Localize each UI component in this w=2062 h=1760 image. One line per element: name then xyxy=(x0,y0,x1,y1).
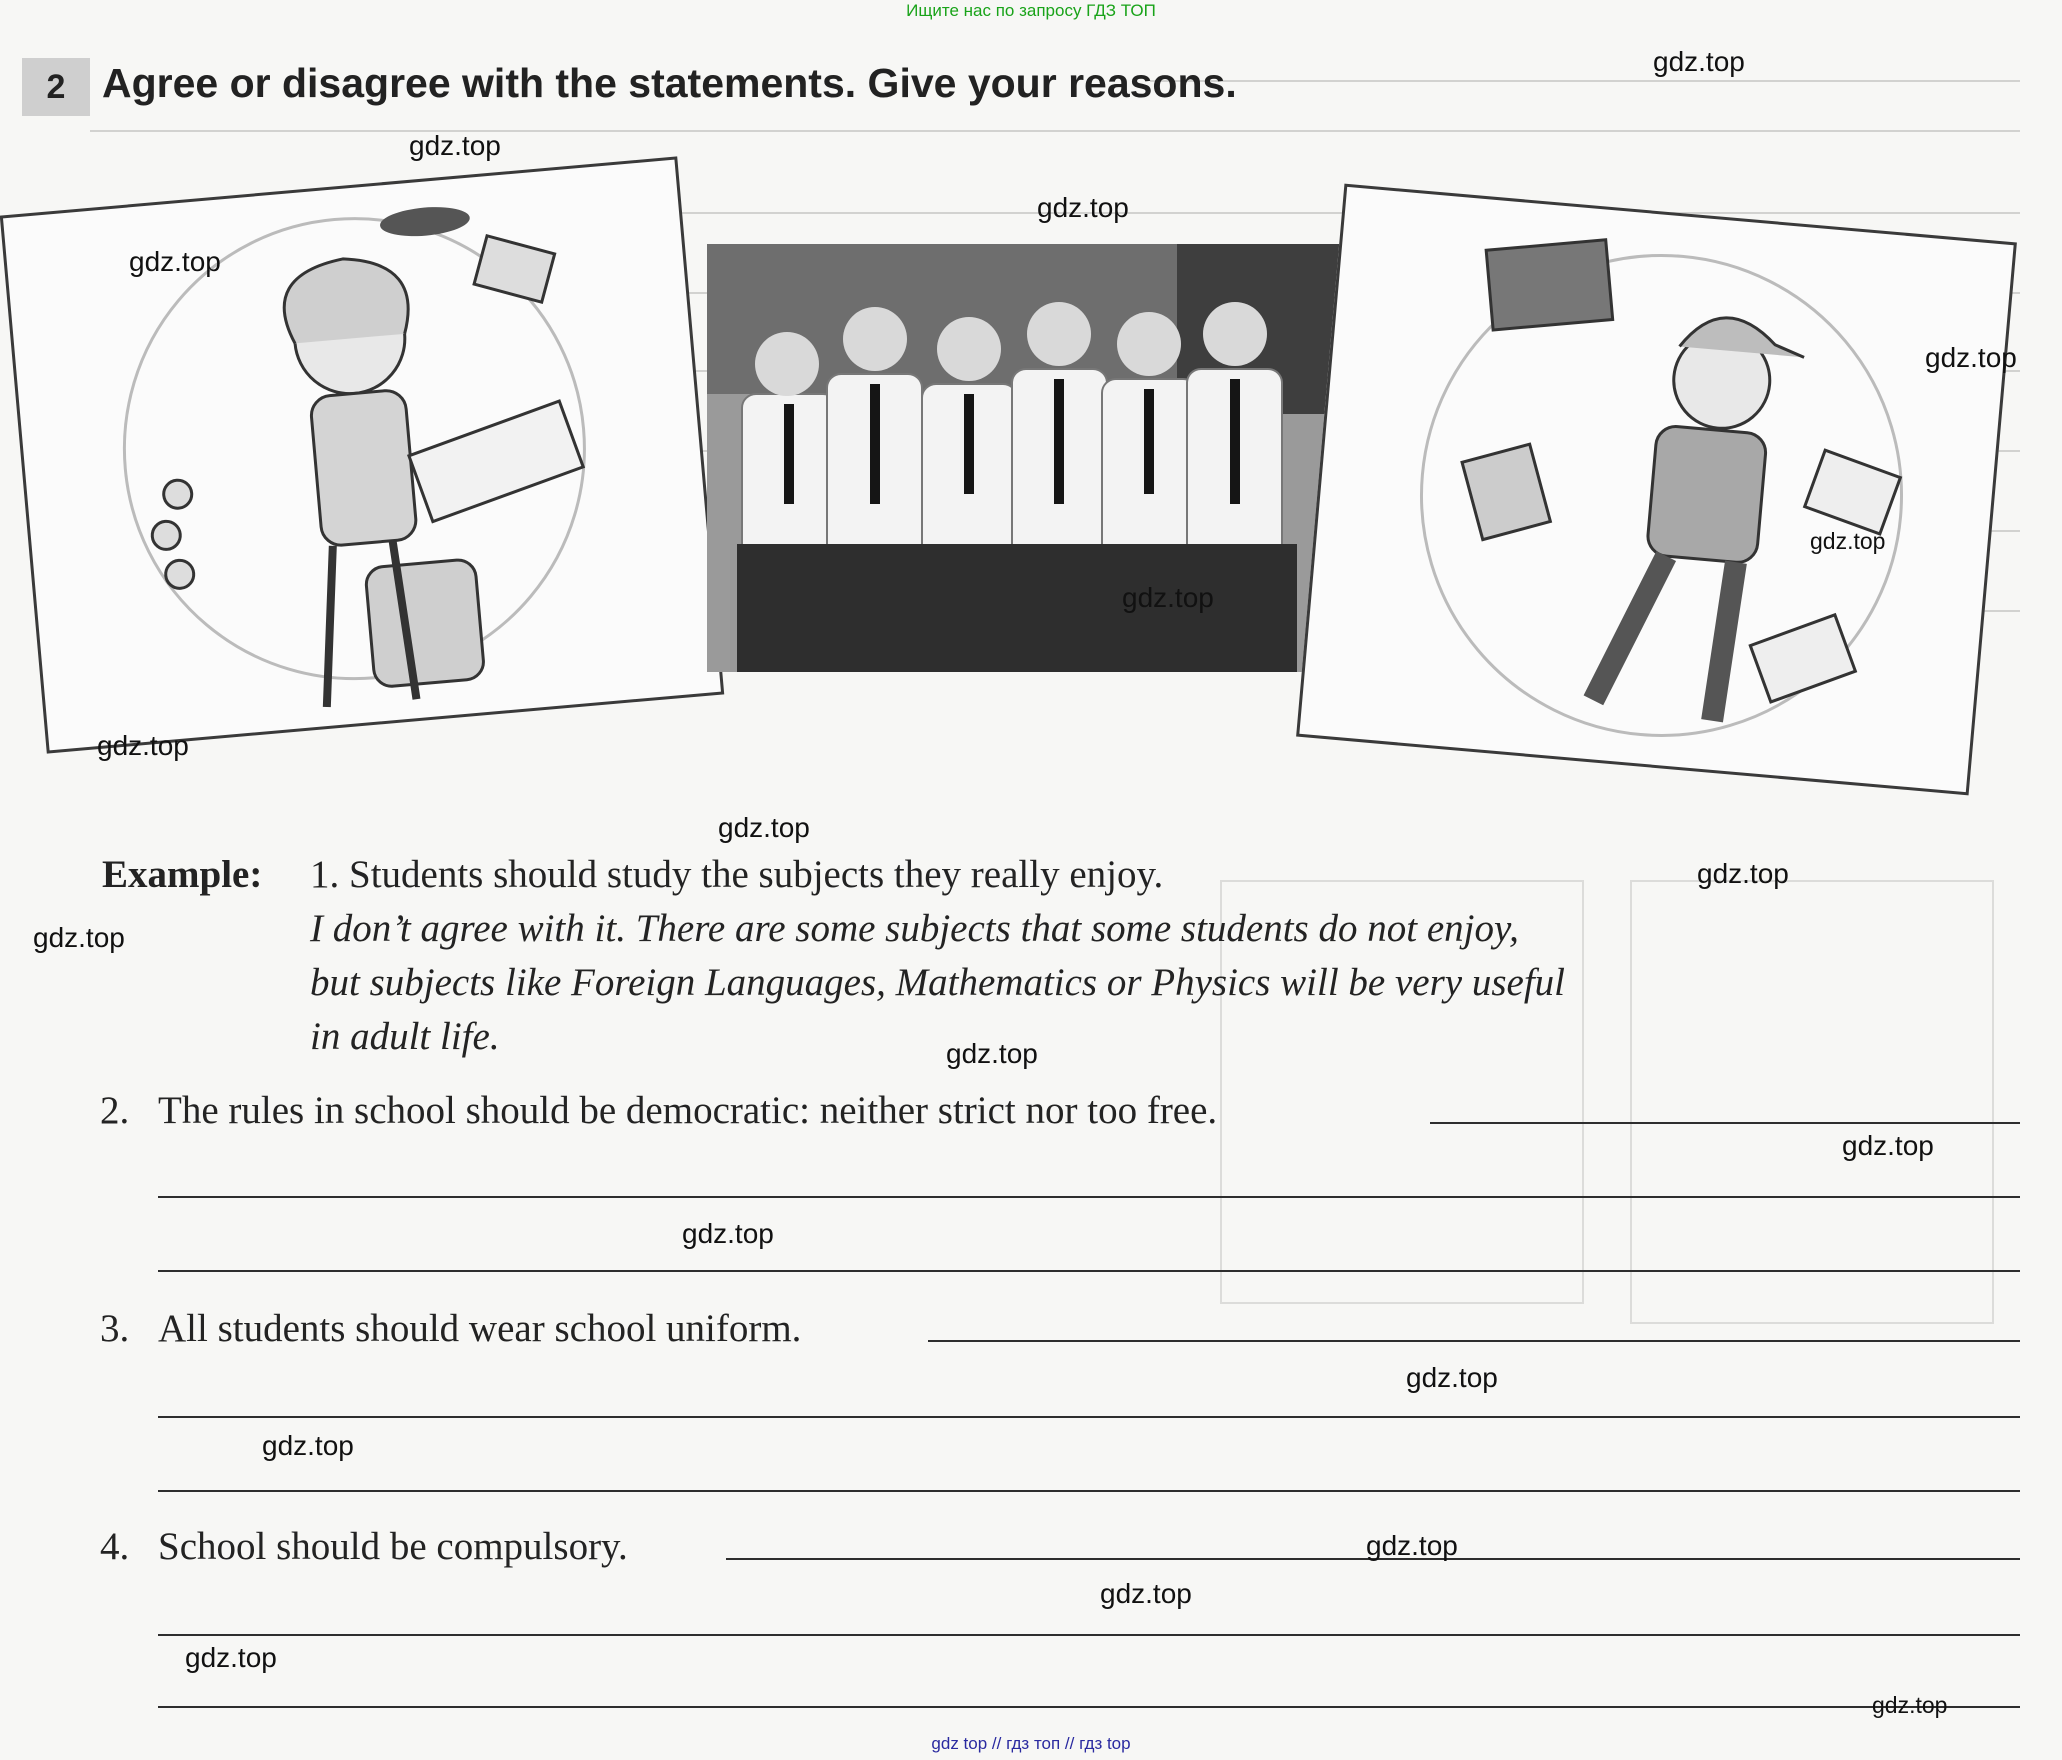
answer-line[interactable] xyxy=(158,1416,2020,1418)
watermark: gdz.top xyxy=(1653,46,1745,77)
watermark: gdz.top xyxy=(1406,1362,1498,1393)
answer-line[interactable] xyxy=(158,1706,2020,1708)
top-banner-link[interactable]: Ищите нас по запросу ГДЗ ТОП xyxy=(906,1,1156,20)
statement-text: All students should wear school uniform. xyxy=(158,1307,802,1350)
answer-line[interactable] xyxy=(158,1634,2020,1636)
statement-text: The rules in school should be democratic: neither strict nor too free. xyxy=(158,1089,1218,1132)
students-photo xyxy=(707,244,1344,672)
example-answer-line: in adult life. xyxy=(310,1015,500,1058)
exercise-title: Agree or disagree with the statements. Give your reasons. xyxy=(102,60,1237,106)
answer-line[interactable] xyxy=(928,1340,2020,1342)
statement-number: 4. xyxy=(100,1525,130,1568)
ghost-rule xyxy=(90,130,2020,132)
watermark: gdz.top xyxy=(1872,1692,1948,1718)
watermark: gdz.top xyxy=(33,922,125,953)
bottom-banner-link[interactable]: gdz top // гдз топ // гдз top xyxy=(931,1734,1131,1753)
example-answer-line: but subjects like Foreign Languages, Mathematics or Physics will be very useful xyxy=(310,961,1566,1004)
example-answer-line: I don’t agree with it. There are some subjects that some students do not enjoy, xyxy=(310,907,1519,950)
statement-number: 2. xyxy=(100,1089,130,1132)
illustration-boy-with-books xyxy=(1296,184,2017,796)
exercise-number: 2 xyxy=(22,58,90,116)
watermark: gdz.top xyxy=(185,1642,277,1673)
ghost-table xyxy=(1630,880,1994,1324)
illustration-girl-at-desk xyxy=(0,156,724,753)
statement-text: School should be compulsory. xyxy=(158,1525,628,1568)
watermark: gdz.top xyxy=(1697,858,1789,889)
watermark: gdz.top xyxy=(1842,1130,1934,1161)
answer-line[interactable] xyxy=(158,1270,2020,1272)
watermark: gdz.top xyxy=(1810,528,1886,554)
answer-line[interactable] xyxy=(158,1196,2020,1198)
ghost-rule xyxy=(1150,80,2020,82)
statement-number: 3. xyxy=(100,1307,130,1350)
watermark: gdz.top xyxy=(1100,1578,1192,1609)
watermark: gdz.top xyxy=(262,1430,354,1461)
watermark: gdz.top xyxy=(1366,1530,1458,1561)
photo-students-in-uniform xyxy=(707,244,1344,672)
example-statement: 1. Students should study the subjects they really enjoy. xyxy=(310,853,1164,896)
boy-drawing xyxy=(1299,187,2013,792)
answer-line[interactable] xyxy=(158,1490,2020,1492)
example-label: Example: xyxy=(102,853,263,896)
watermark: gdz.top xyxy=(946,1038,1038,1069)
watermark: gdz.top xyxy=(129,246,221,277)
watermark: gdz.top xyxy=(1037,192,1129,223)
watermark: gdz.top xyxy=(1925,342,2017,373)
watermark: gdz.top xyxy=(409,130,501,161)
watermark: gdz.top xyxy=(682,1218,774,1249)
answer-line[interactable] xyxy=(1430,1122,2020,1124)
watermark: gdz.top xyxy=(718,812,810,843)
watermark: gdz.top xyxy=(97,730,189,761)
watermark: gdz.top xyxy=(1122,582,1214,613)
girl-drawing xyxy=(3,160,721,751)
